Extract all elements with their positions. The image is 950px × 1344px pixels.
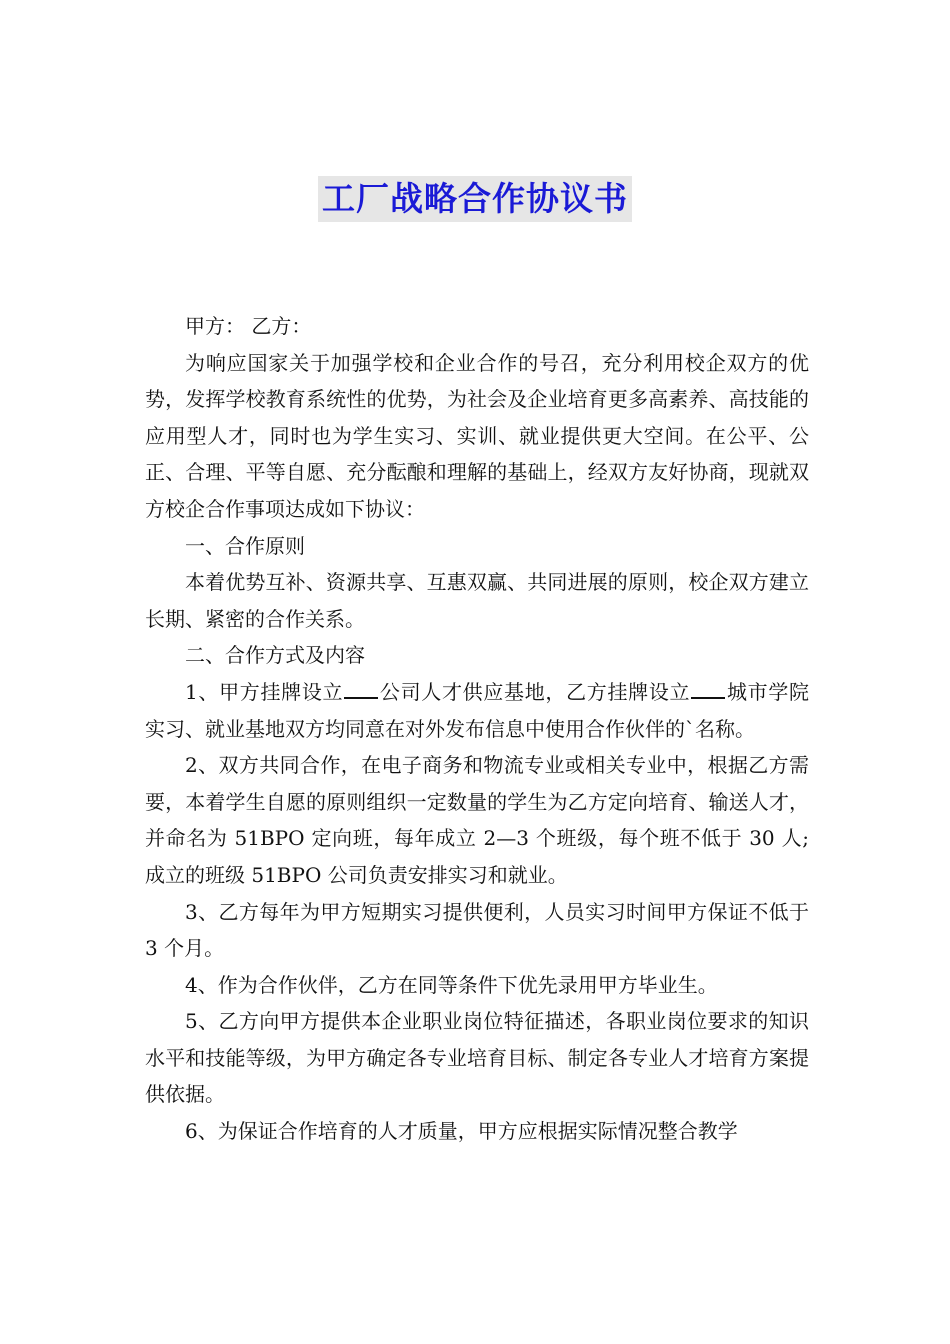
document-body: [145, 308, 809, 1150]
section-1-heading: 一、合作原则: [185, 533, 305, 558]
item-1-part-c: 城市学院实习、就业基地双方均同意在对外发布信息中使用合作伙伴的`名称。: [145, 679, 810, 741]
blank-line-1: [344, 679, 378, 699]
item-1-paragraph: [145, 674, 809, 747]
section-1-paragraph: 本着优势互补、资源共享、互惠双赢、共同进展的原则，校企双方建立长期、紧密的合作关系。: [145, 570, 809, 631]
item-3-paragraph: 3、乙方每年为甲方短期实习提供便利，人员实习时间甲方保证不低于 3 个月。: [145, 899, 809, 961]
section-2-heading: 二、合作方式及内容: [185, 643, 365, 668]
item-2-paragraph: 2、双方共同合作，在电子商务和物流专业或相关专业中，根据乙方需要，本着学生自愿的原则组织一定数量的学生为乙方定向培育、输送人才，并命名为 51BPO 定向班，每年成立 2—3 个班级，每个班不低于 30 人;成立的班级 51BPO 公司负责安排实习和就业。: [145, 753, 809, 887]
item-5-paragraph: 5、乙方向甲方提供本企业职业岗位特征描述，各职业岗位要求的知识水平和技能等级，为甲方确定各专业培育目标、制定各专业人才培育方案提供依据。: [145, 1009, 809, 1107]
blank-line-2: [691, 679, 725, 699]
item-1-part-b: 公司人才供应基地，乙方挂牌设立: [379, 679, 691, 704]
title-container: [0, 176, 950, 222]
parties-line: 甲方： 乙方：: [185, 314, 312, 338]
document-title: 工厂战略合作协议书: [318, 176, 632, 222]
item-6-paragraph: 6、为保证合作培育的人才质量，甲方应根据实际情况整合教学: [185, 1119, 738, 1144]
intro-paragraph: 为响应国家关于加强学校和企业合作的号召，充分利用校企双方的优势，发挥学校教育系统性的优势，为社会及企业培育更多高素养、高技能的应用型人才，同时也为学生实习、实训、就业提供更大空间。在公平、公正、合理、平等自愿、充分酝酿和理解的基础上，经双方友好协商，现就双方校企合作事项达成如下协议：: [145, 350, 809, 521]
item-4-paragraph: 4、作为合作伙伴，乙方在同等条件下优先录用甲方毕业生。: [185, 972, 718, 997]
item-1-part-a: 1、甲方挂牌设立: [185, 679, 344, 704]
